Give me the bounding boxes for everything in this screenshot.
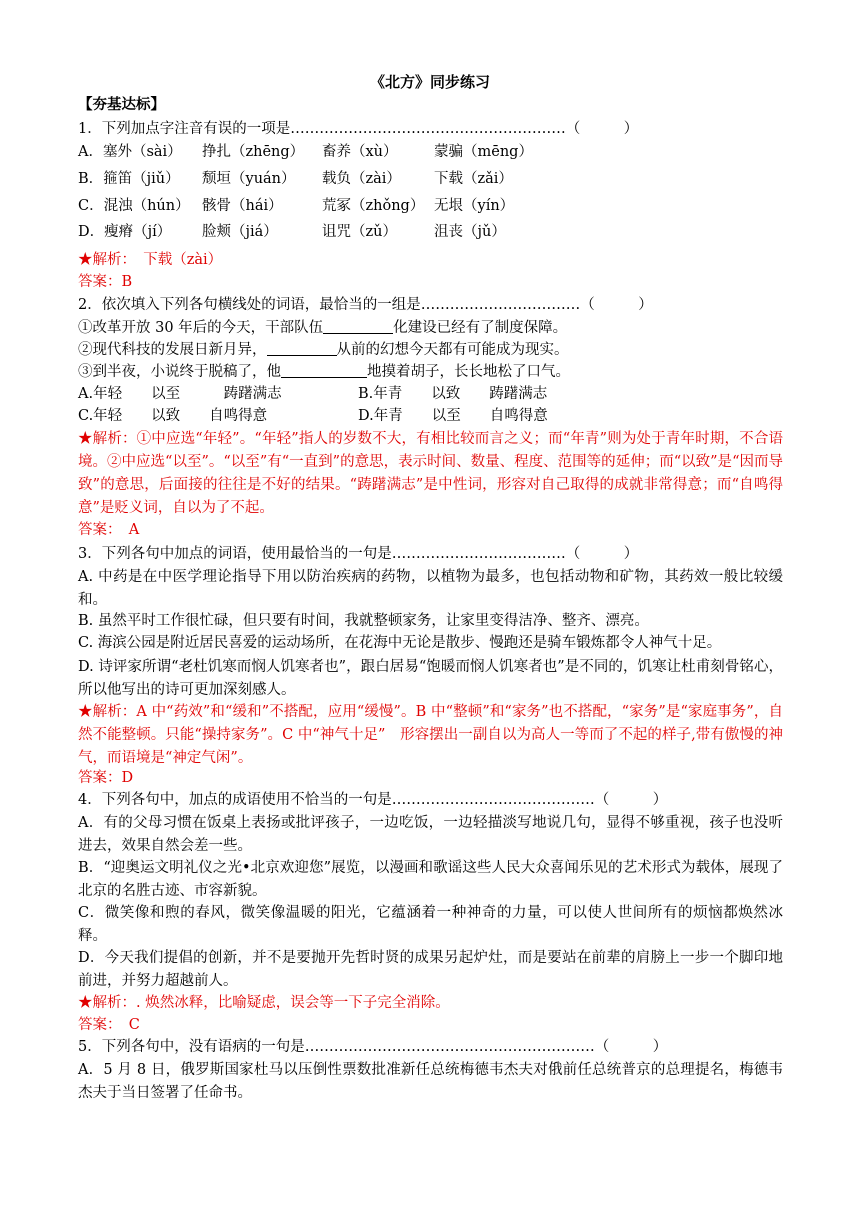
q2-sentence-1 (78, 318, 788, 338)
q2-blank-3 (281, 363, 367, 378)
q2-option-a: A.年轻 以至 踌躇满志 (78, 386, 282, 402)
page-title: 《北方》同步练习 (369, 73, 490, 91)
q2-sentence-2 (78, 340, 788, 360)
q1-option-a (78, 142, 788, 162)
q1-a-3: 畜养（xù） (322, 144, 398, 160)
q3-stem: 3．下列各句中加点的词语，使用最恰当的一句是………………………………（ ） (78, 546, 639, 562)
q1-d-3: 诅咒（zǔ） (322, 224, 397, 240)
q1-answer: 答案：B (78, 274, 133, 290)
q2-s3-after: 地摸着胡子，长长地松了口气。 (367, 364, 570, 380)
q1-c-1: C．混浊（hún） (78, 198, 190, 214)
q4-answer: 答案： C (78, 1017, 140, 1033)
q1-b-4: 下载（zǎi） (434, 171, 513, 187)
q1-stem: 1．下列加点字注音有误的一项是…………………………………………………（ ） (78, 121, 639, 137)
q2-analysis: ★解析：①中应选“年轻”。“年轻”指人的岁数不大，有相比较而言之义；而“年青”则为处于青年时期，不合语境。②中应选“以至”。“以至”有“一直到”的意思，表示时间、数量、程度、范围等的延伸；而“以致”是“因而导致”的意思，后面接的往往是不好的结果。“踌躇满志”是中性词，形容对自己取得的成就非常得意；而“自鸣得意”是贬义词，自以为了不起。 (78, 431, 783, 516)
q1-a-1: A．塞外（sài） (78, 144, 182, 160)
q3-option-c: C. 海滨公园是附近居民喜爱的运动场所，在花海中无论是散步、慢跑还是骑车锻炼都令人神气十足。 (78, 635, 722, 651)
q2-blank-2 (267, 341, 337, 356)
q1-b-3: 载负（zài） (322, 171, 401, 187)
q2-s2-before: ②现代科技的发展日新月异， (78, 342, 267, 358)
q4-option-b: B．“迎奥运文明礼仪之光•北京欢迎您”展览，以漫画和歌谣这些人民大众喜闻乐见的艺术形式为载体，展现了北京的名胜古迹、市容新貌。 (78, 860, 783, 899)
q1-c-2: 骸骨（hái） (202, 198, 283, 214)
q1-analysis: ★解析： 下载（zài） (78, 252, 223, 268)
q1-d-1: D．瘦瘠（jí） (78, 224, 172, 240)
q4-analysis: ★解析：. 焕然冰释，比喻疑虑，误会等一下子完全消除。 (78, 995, 450, 1011)
section-heading: 【夯基达标】 (78, 96, 165, 113)
q1-a-4: 蒙骗（mēng） (434, 144, 533, 160)
q1-a-2: 挣扎（zhēng） (202, 144, 305, 160)
q4-option-c: C．微笑像和煦的春风，微笑像温暖的阳光，它蕴涵着一种神奇的力量，可以使人世间所有的烦恼都焕然冰释。 (78, 905, 783, 944)
q1-b-2: 颓垣（yuán） (202, 171, 296, 187)
q4-option-d: D．今天我们提倡的创新，并不是要抛开先哲时贤的成果另起炉灶，而是要站在前辈的肩膀上一步一个脚印地前进，并努力超越前人。 (78, 950, 783, 989)
q1-d-2: 脸颊（jiá） (202, 224, 278, 240)
q2-sentence-3 (78, 362, 788, 382)
q1-c-3: 荒冢（zhǒng） (322, 198, 425, 214)
q2-stem: 2．依次填入下列各句横线处的词语，最恰当的一组是……………………………（ ） (78, 297, 653, 313)
q2-s1-before: ①改革开放 30 年后的今天，干部队伍 (78, 320, 324, 336)
q1-option-c (78, 196, 788, 216)
q3-analysis: ★解析：A 中“药效”和“缓和”不搭配，应用“缓慢”。B 中“整顿”和“家务”也不搭配，“家务”是“家庭事务”，自然不能整顿。只能“操持家务”。C 中“神气十足” 形容摆出一副自以为高人一等而了不起的样子,带有傲慢的神气，而语境是“神定气闲”。 (78, 704, 783, 766)
q2-answer: 答案： A (78, 522, 140, 538)
q2-s1-after: 化建设已经有了制度保障。 (393, 320, 568, 336)
q4-stem: 4．下列各句中，加点的成语使用不恰当的一句是……………………………………（ ） (78, 792, 668, 808)
q2-options-ab (78, 384, 788, 404)
q3-option-b: B. 虽然平时工作很忙碌，但只要有时间，我就整顿家务，让家里变得洁净、整齐、漂亮。 (78, 613, 649, 629)
q1-c-4: 无垠（yín） (434, 198, 515, 214)
q1-option-b (78, 169, 788, 189)
q2-option-b: B.年青 以致 踌躇满志 (358, 386, 548, 402)
q5-stem: 5．下列各句中，没有语病的一句是……………………………………………………（ ） (78, 1039, 668, 1055)
q1-option-d (78, 222, 788, 242)
q1-d-4: 沮丧（jǔ） (434, 224, 506, 240)
q2-s3-before: ③到半夜，小说终于脱稿了，他 (78, 364, 281, 380)
q3-option-a: A. 中药是在中医学理论指导下用以防治疾病的药物，以植物为最多，也包括动物和矿物，其药效一般比较缓和。 (78, 569, 783, 608)
q2-blank-1 (323, 319, 393, 334)
q2-option-c: C.年轻 以致 自鸣得意 (78, 408, 268, 424)
q3-option-d: D. 诗评家所谓“老杜饥寒而悯人饥寒者也”，跟白居易“饱暖而悯人饥寒者也”是不同的，饥寒让杜甫刻骨铭心，所以他写出的诗可更加深刻感人。 (78, 659, 783, 698)
q5-option-a: A．5 月 8 日，俄罗斯国家杜马以压倒性票数批准新任总统梅德韦杰夫对俄前任总统普京的总理提名，梅德韦杰夫于当日签署了任命书。 (78, 1062, 783, 1101)
q2-option-d: D.年青 以至 自鸣得意 (358, 408, 548, 424)
q1-b-1: B．箍笛（jiǔ） (78, 171, 180, 187)
q2-options-cd (78, 406, 788, 426)
q3-answer: 答案：D (78, 770, 134, 786)
q2-s2-after: 从前的幻想今天都有可能成为现实。 (336, 342, 569, 358)
q4-option-a: A．有的父母习惯在饭桌上表扬或批评孩子，一边吃饭，一边轻描淡写地说几句，显得不够重视，孩子也没听进去，效果自然会差一些。 (78, 815, 783, 854)
